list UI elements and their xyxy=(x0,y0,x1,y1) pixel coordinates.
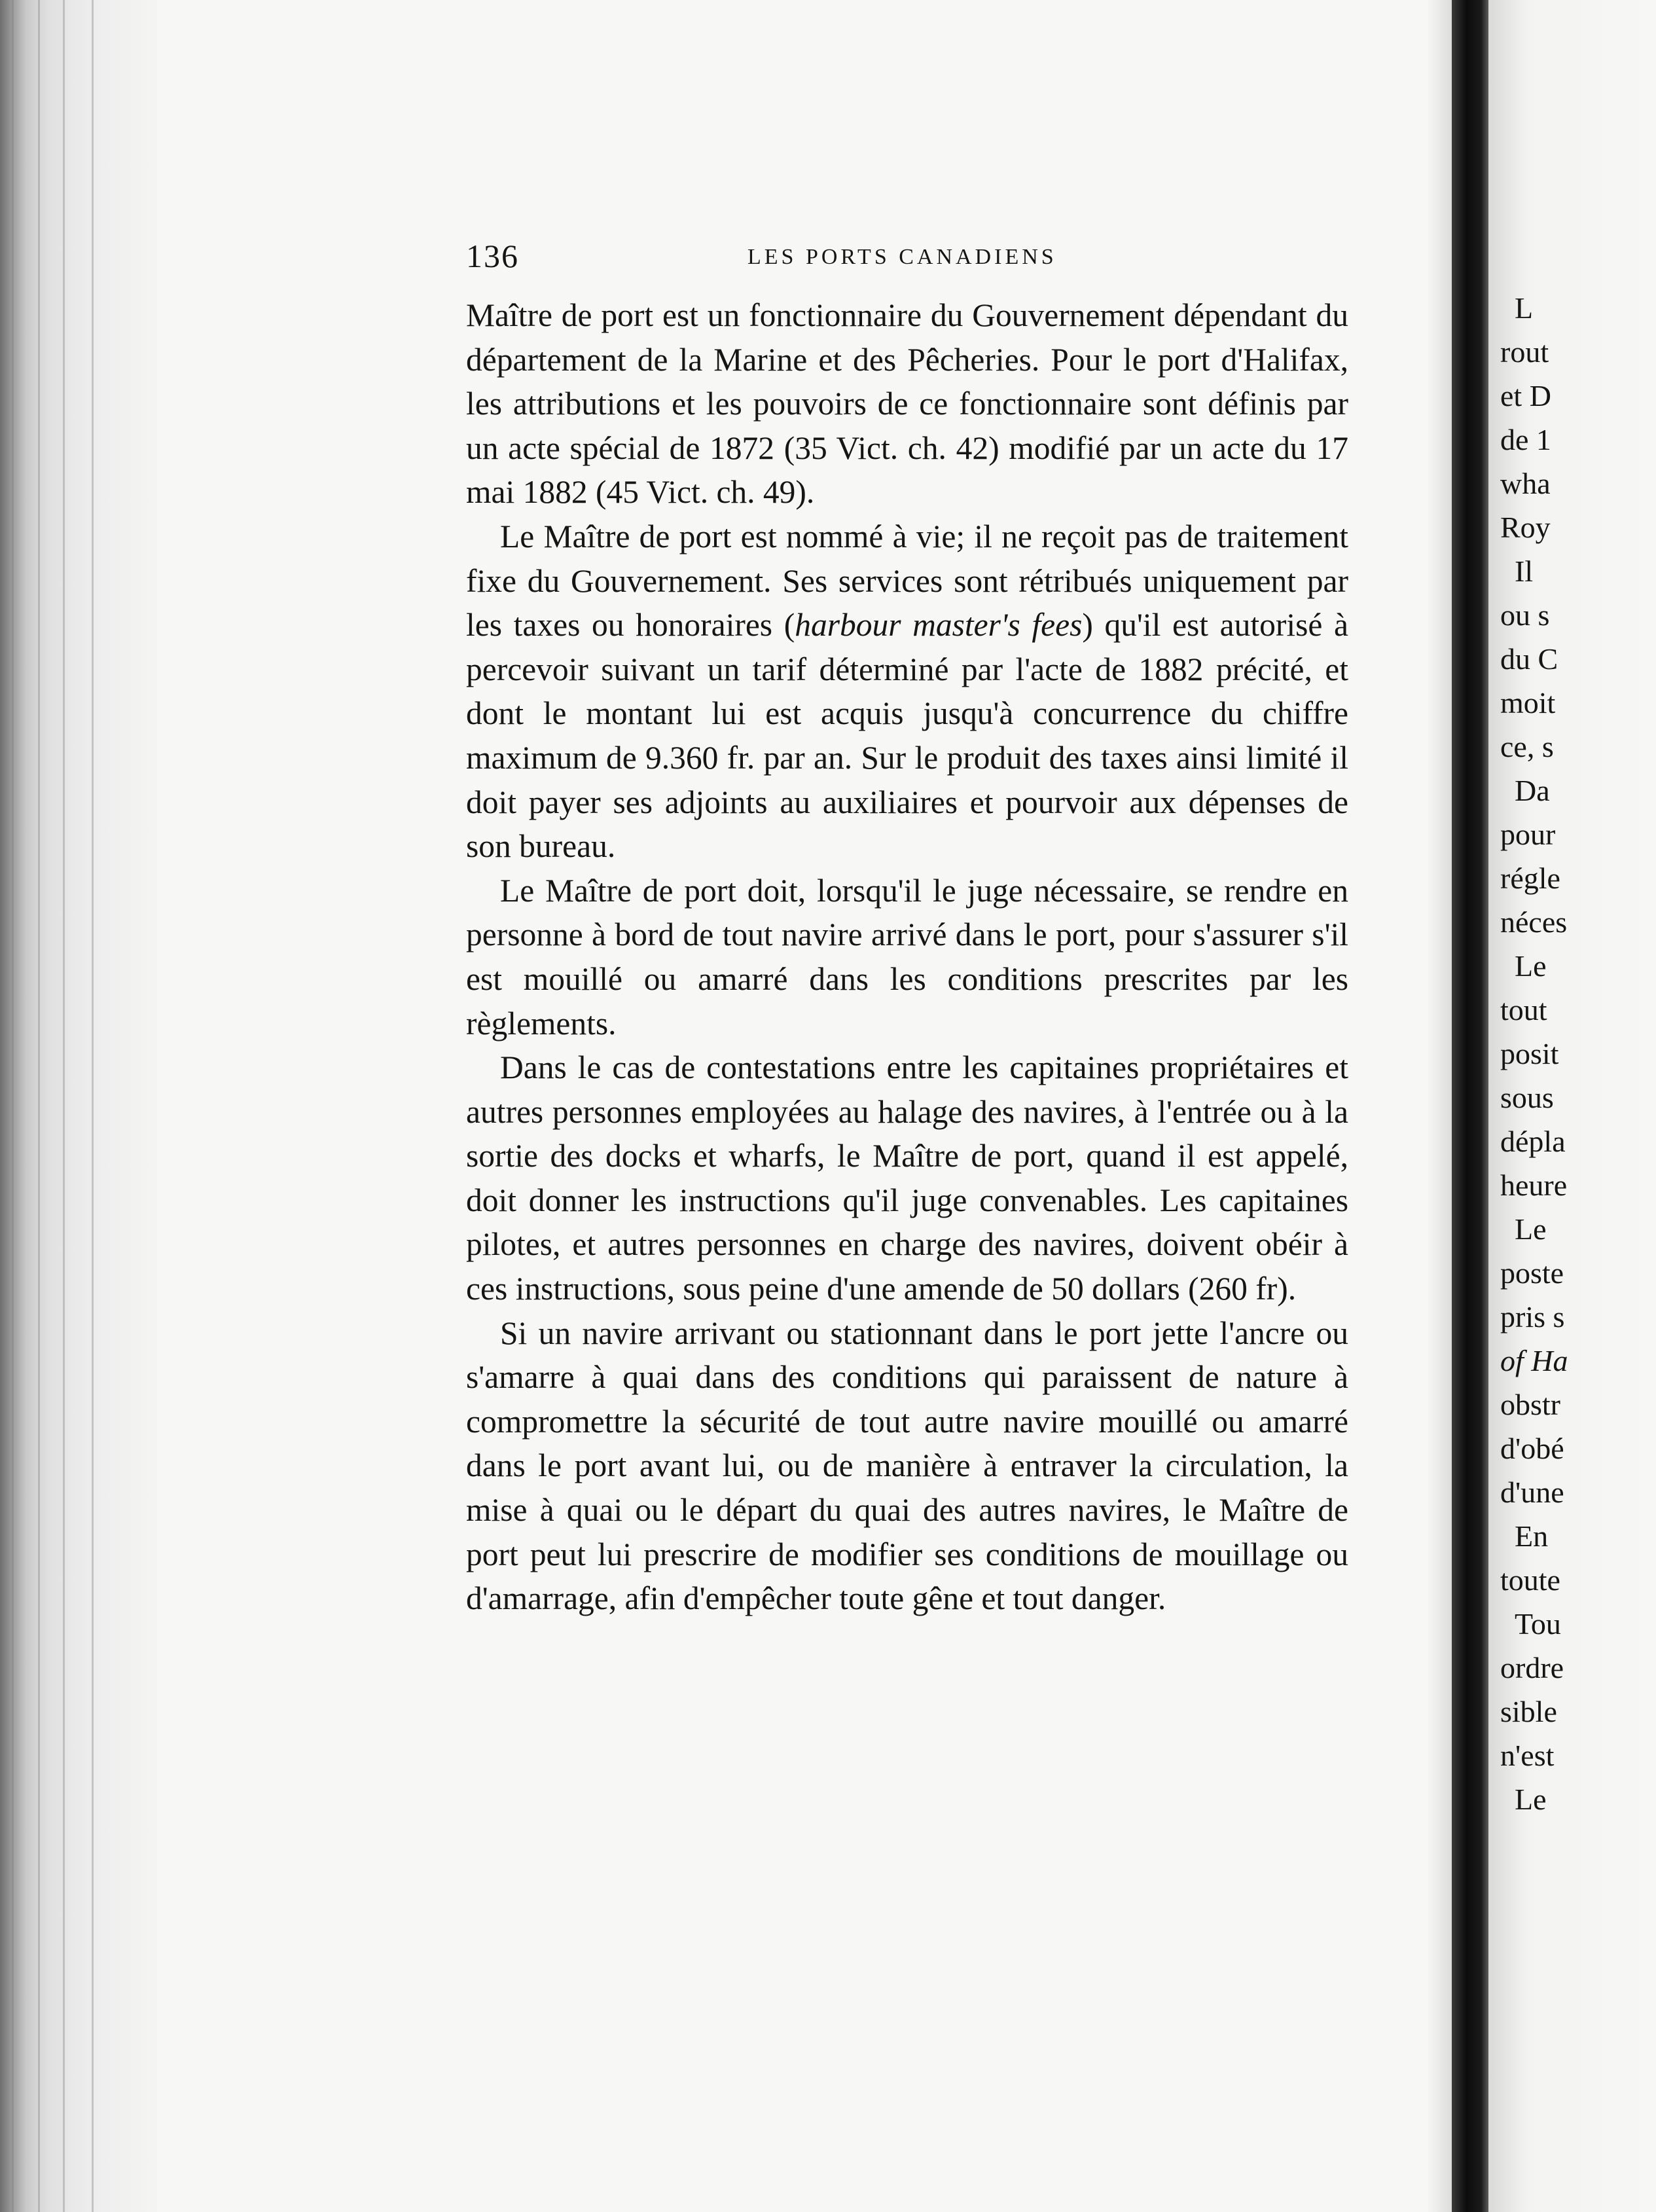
facing-page-fragment: ordre xyxy=(1500,1651,1564,1684)
facing-page-fragment: d'une xyxy=(1500,1476,1564,1509)
gutter-shadow xyxy=(1427,0,1453,2212)
page-edge-line xyxy=(92,0,94,2212)
facing-page-fragment: heure xyxy=(1500,1169,1568,1202)
page-edge-line xyxy=(63,0,65,2212)
paragraph: Le Maître de port doit, lorsqu'il le juge nécessaire, se rendre en personne à bord de tout navire arrivé dans le port, pour s'assurer s'il est mouillé ou amarré dans les conditions prescrites par les règlements. xyxy=(466,872,1348,1042)
facing-page-fragment: Le xyxy=(1515,1212,1547,1246)
facing-page-fragment: poste xyxy=(1500,1256,1564,1290)
facing-page-fragment: du C xyxy=(1500,642,1558,676)
paragraph-text: Le Maître de port est nommé à vie; il ne reçoit pas de traitement fixe du Gouvernement. Ses services sont rétribués uniquement par les taxes ou honoraires ( xyxy=(466,518,1348,644)
facing-page-fragment: n'est xyxy=(1500,1739,1555,1772)
facing-page-fragment: pour xyxy=(1500,818,1556,851)
facing-page-fragment: toute xyxy=(1500,1563,1560,1597)
facing-page-fragment: moit xyxy=(1500,686,1556,719)
facing-page-fragment: ce, s xyxy=(1500,730,1554,763)
facing-page-fragment: sous xyxy=(1500,1081,1554,1114)
facing-page-fragment: En xyxy=(1515,1519,1549,1553)
facing-page-fragment: wha xyxy=(1500,467,1551,500)
facing-page-fragment: Le xyxy=(1515,1783,1547,1816)
facing-page-fragment: d'obé xyxy=(1500,1432,1564,1465)
facing-page-fragment: de 1 xyxy=(1500,423,1551,456)
facing-page-fragment: Le xyxy=(1515,949,1547,983)
book-spine xyxy=(1452,0,1488,2212)
facing-page xyxy=(1488,0,1656,2212)
facing-page-fragment: sible xyxy=(1500,1695,1557,1728)
paragraph-text: ) qu'il est autorisé à percevoir suivant un tarif déterminé par l'acte de 1882 précité, et dont le montant lui est acquis jusqu'à concurrence du chiffre maximum de 9.360 fr. par an. Sur le produit des taxes ainsi limité il doit payer ses adjoints au auxiliaires et pourvoir aux dépenses de son bureau. xyxy=(466,607,1348,865)
facing-page-fragment: régle xyxy=(1500,861,1560,895)
page-edge-line xyxy=(38,0,40,2212)
facing-page-fragment: pris s xyxy=(1500,1300,1565,1333)
paragraph: Maître de port est un fonctionnaire du Gouvernement dépendant du département de la Marine et des Pêcheries. Pour le port d'Halifax, les attributions et les pouvoirs de ce fonctionnaire sont définis par un acte spécial de 1872 (35 Vict. ch. 42) modifié par un acte du 17 mai 1882 (45 Vict. ch. 49). xyxy=(466,297,1348,511)
facing-page-fragment: Tou xyxy=(1515,1607,1561,1641)
facing-page-fragment: rout xyxy=(1500,335,1549,369)
italic-term: harbour master's fees xyxy=(795,607,1083,644)
binding-shadow-left xyxy=(0,0,157,2212)
facing-page-fragment: Da xyxy=(1515,774,1550,807)
facing-page-fragment: ou s xyxy=(1500,598,1550,632)
facing-page-fragment: of Ha xyxy=(1500,1344,1568,1377)
facing-page-fragment: Il xyxy=(1515,554,1534,588)
running-title: LES PORTS CANADIENS xyxy=(747,245,1057,269)
facing-page-fragment: Roy xyxy=(1500,511,1551,544)
page-edge-line xyxy=(12,0,14,2212)
paragraph xyxy=(466,515,1348,869)
facing-page-fragment: néces xyxy=(1500,905,1568,939)
paragraph: Si un navire arrivant ou stationnant dans le port jette l'ancre ou s'amarre à quai dans des conditions qui paraissent de nature à compromettre la sécurité de tout autre navire mouillé ou amarré dans le port avant lui, ou de manière à entraver la circulation, la mise à quai ou le départ du quai des autres navires, le Maître de port peut lui prescrire de modifier ses conditions de mouillage ou d'amarrage, afin d'empêcher toute gêne et tout danger. xyxy=(466,1315,1348,1617)
page-number: 136 xyxy=(466,238,519,274)
facing-page-fragment: posit xyxy=(1500,1037,1559,1070)
facing-page-fragment: L xyxy=(1515,291,1534,325)
body-text xyxy=(466,293,1348,1621)
facing-page-fragment: tout xyxy=(1500,993,1547,1026)
facing-page-fragment: et D xyxy=(1500,379,1551,412)
facing-page-fragment: dépla xyxy=(1500,1125,1566,1158)
facing-page-fragment: obstr xyxy=(1500,1388,1560,1421)
paragraph: Dans le cas de contestations entre les capitaines propriétaires et autres personnes employées au halage des navires, à l'entrée ou à la sortie des docks et wharfs, le Maître de port, quand il est appelé, doit donner les instructions qu'il juge convenables. Les capitaines pilotes, et autres personnes en charge des navires, doivent obéir à ces instructions, sous peine d'une amende de 50 dollars (260 fr). xyxy=(466,1049,1348,1307)
page-header xyxy=(466,237,1350,276)
